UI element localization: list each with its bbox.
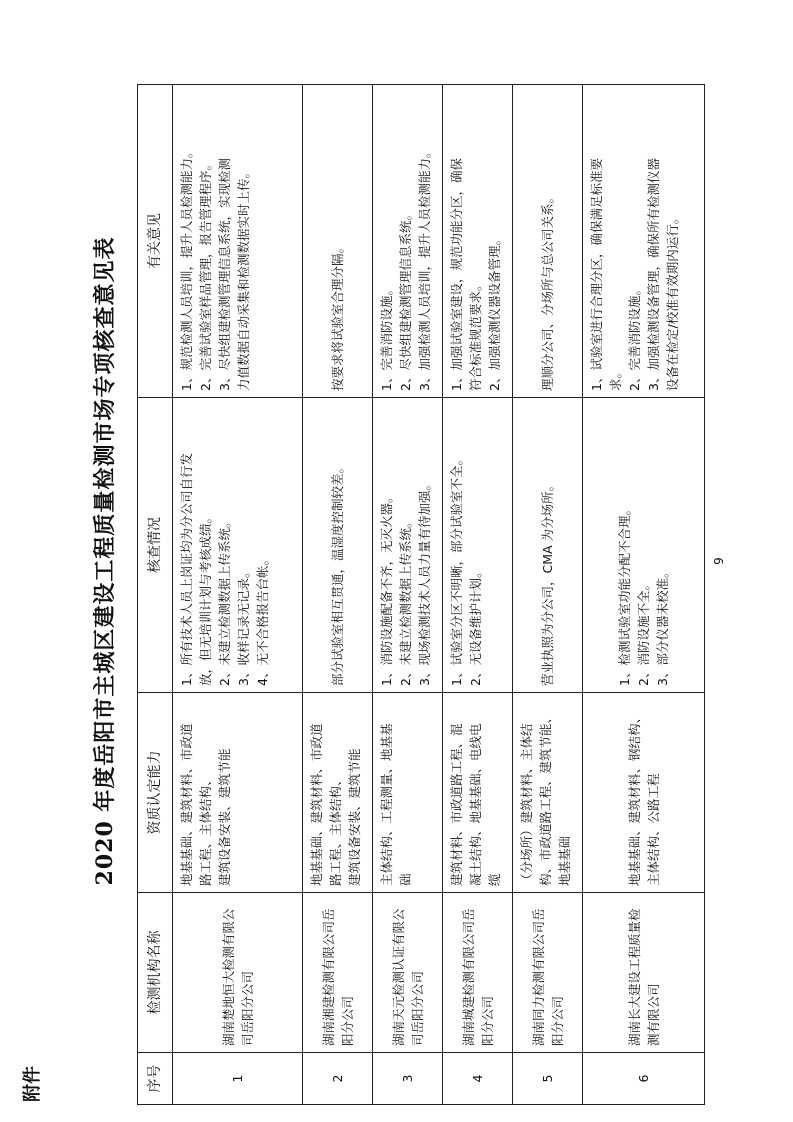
finding-line: 2、无设备维护计划。 (468, 565, 483, 686)
header-capability: 资质认定能力 (138, 693, 173, 893)
opinion-line: 3、加强检测设备管理，确保所有检测仪器 (646, 158, 661, 391)
capability-line: 地基基础、建筑材料、市政道 (179, 723, 194, 886)
row-opinions (373, 85, 443, 398)
finding-line: 2、消防设施不全。 (636, 578, 651, 686)
capability-line: 地基基础、建筑材料、钢结构、 (626, 710, 642, 886)
opinion-line: 2、完善试验室样品管理，报告管理程序。 (198, 158, 213, 391)
table-row (173, 85, 303, 1105)
capability-line: 缆 (487, 873, 502, 886)
finding-line: 2、未建立检测数据上传系统。 (398, 515, 413, 686)
table-row (583, 85, 705, 1105)
finding-line: 1、所有技术人员上岗证均为分公司自行发 (179, 453, 194, 686)
capability-line: 主体结构、公路工程 (645, 773, 661, 886)
finding-line: 1、试验室分区不明晰，部分试验室不全。 (449, 453, 464, 686)
page-number: 9 (712, 557, 726, 565)
row-findings (443, 398, 513, 693)
row-seq: 6 (583, 1053, 705, 1105)
row-findings (513, 398, 583, 693)
capability-line: 础 (398, 873, 413, 886)
row-findings (373, 398, 443, 693)
table-row (303, 85, 373, 1105)
document-title: 2020 年度岳阳市主城区建设工程质量检测市场专项核查意见表 (92, 236, 118, 886)
opinion-line: 1、试验室进行合理分区，确保满足标准要 (589, 158, 604, 391)
finding-line: 4、无不合格报告台帐。 (255, 553, 270, 686)
row-opinions (513, 85, 583, 398)
finding-line: 1、检测试验室功能分配不合理。 (617, 503, 632, 686)
capability-line: 路工程、主体结构、 (328, 773, 343, 886)
row-institution-name: 湖南楚地恒大检测有限公司岳阳分公司 (173, 893, 303, 1053)
row-findings (173, 398, 303, 693)
header-findings: 核查情况 (138, 398, 173, 693)
opinion-line: 2、尽快组建检测管理信息系统。 (398, 208, 413, 391)
capability-line: 地基基础 (557, 835, 572, 886)
finding-line: 3、现场检测技术人员力量有待加强。 (417, 478, 432, 686)
row-findings (583, 398, 705, 693)
capability-line: 建筑材料、市政道路工程、混 (449, 723, 464, 886)
opinion-line: 3、尽快组建检测管理信息系统，实现检测 (217, 158, 232, 391)
row-capability (583, 693, 705, 893)
finding-line: 营业执照为分公司，CMA 为分场所。 (540, 478, 555, 686)
row-findings (303, 398, 373, 693)
row-capability (443, 693, 513, 893)
capability-line: 构、市政道路工程、建筑节能、 (538, 710, 553, 886)
opinion-line: 设备在检定/校准有效期内运行。 (665, 211, 680, 391)
table-row (443, 85, 513, 1105)
row-capability (303, 693, 373, 893)
capability-line: 建筑设备安装、建筑节能 (217, 748, 232, 886)
table-row (373, 85, 443, 1105)
opinion-line: 求。 (608, 365, 623, 391)
row-capability (173, 693, 303, 893)
row-capability (513, 693, 583, 893)
opinion-line: 力值数据自动采集和检测数据实时上传。 (236, 165, 251, 391)
capability-line: 路工程、主体结构、 (198, 773, 213, 886)
attachment-label: 附件 (22, 1066, 43, 1102)
opinion-line: 按要求将试验室合理分隔。 (330, 240, 345, 391)
table-row (513, 85, 583, 1105)
row-opinions (443, 85, 513, 398)
inspection-table (137, 84, 705, 1105)
row-opinions (303, 85, 373, 398)
header-opinions: 有关意见 (138, 85, 173, 398)
opinion-line: 1、完善消防设施。 (379, 283, 394, 391)
finding-line: 3、部分仪器未校准。 (655, 565, 670, 686)
header-seq: 序号 (138, 1053, 173, 1105)
capability-line: 建筑设备安装、建筑节能 (347, 748, 362, 886)
row-institution-name: 湖南同力检测有限公司岳阳分公司 (513, 893, 583, 1053)
capability-line: （分场所）建筑材料、主体结 (519, 723, 534, 886)
row-opinions (173, 85, 303, 398)
table-header-row (138, 85, 173, 1105)
row-seq: 3 (373, 1053, 443, 1105)
row-seq: 5 (513, 1053, 583, 1105)
opinion-line: 1、加强试验室建设，规范功能分区，确保 (449, 158, 464, 391)
row-institution-name: 湖南湘建检测有限公司岳阳分公司 (303, 893, 373, 1053)
finding-line: 1、消防设施配备不齐，无灭火器。 (379, 490, 394, 686)
row-seq: 4 (443, 1053, 513, 1105)
capability-line: 主体结构、工程测量、地基基 (379, 723, 394, 886)
finding-line: 部分试验室相互贯通，温湿度控制较差。 (330, 460, 345, 686)
finding-line: 放，但无培训计划与考核成绩。 (198, 510, 213, 686)
finding-line: 3、收样记录无记录。 (236, 565, 251, 686)
opinion-line: 符合标准规范要求。 (468, 278, 483, 391)
finding-line: 2、未建立检测数据上传系统。 (217, 515, 232, 686)
row-seq: 1 (173, 1053, 303, 1105)
capability-line: 凝土结构、地基基础、电线电 (468, 723, 483, 886)
row-seq: 2 (303, 1053, 373, 1105)
header-name: 检测机构名称 (138, 893, 173, 1053)
row-institution-name: 湖南长大建设工程质量检测有限公司 (583, 893, 705, 1053)
row-institution-name: 湖南天元检测认证有限公司岳阳分公司 (373, 893, 443, 1053)
row-capability (373, 693, 443, 893)
row-opinions (583, 85, 705, 398)
opinion-line: 理顺分公司、分场所与总公司关系。 (540, 190, 555, 391)
capability-line: 地基基础、建筑材料、市政道 (309, 723, 324, 886)
opinion-line: 2、加强检测仪器设备管理。 (487, 233, 502, 391)
opinion-line: 3、加强检测人员培训，提升人员检测能力。 (417, 145, 432, 391)
opinion-line: 1、规范检测人员培训，提升人员检测能力。 (179, 145, 194, 391)
opinion-line: 2、完善消防设施。 (627, 283, 642, 391)
row-institution-name: 湖南城建检测有限公司岳阳分公司 (443, 893, 513, 1053)
